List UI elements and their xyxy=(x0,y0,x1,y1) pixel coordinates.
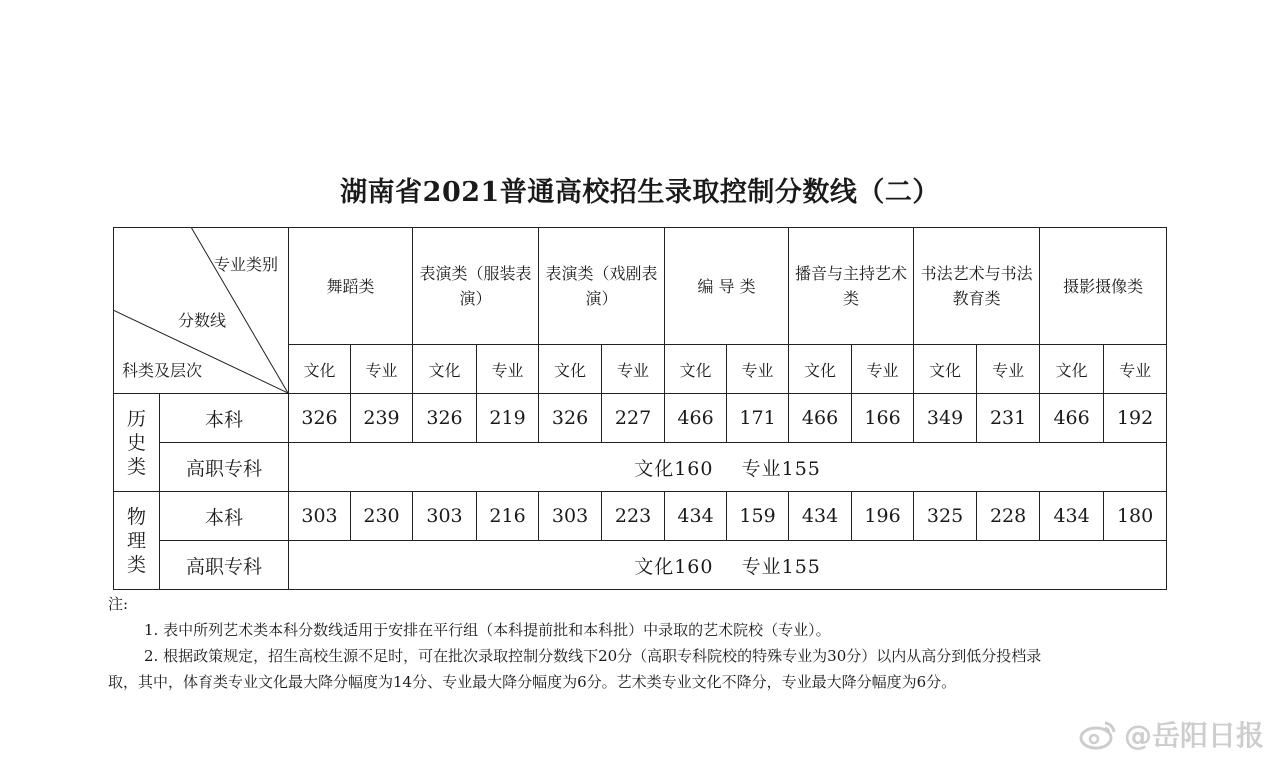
level-label-undergrad: 本科 xyxy=(160,394,289,443)
score-cell: 180 xyxy=(1104,492,1167,541)
score-cell: 325 xyxy=(914,492,977,541)
score-cell: 159 xyxy=(727,492,789,541)
category-dance: 舞蹈类 xyxy=(289,228,413,345)
page-title: 湖南省2021普通高校招生录取控制分数线（二） xyxy=(340,177,940,208)
score-cell: 303 xyxy=(539,492,602,541)
score-cell: 349 xyxy=(914,394,977,443)
score-cell: 303 xyxy=(413,492,477,541)
category-fashion-performance: 表演类（服装表演） xyxy=(413,228,539,345)
score-cell: 434 xyxy=(789,492,852,541)
subheader-culture: 文化 xyxy=(789,345,852,394)
diag-label-level: 科类及层次 xyxy=(122,361,203,380)
subheader-culture: 文化 xyxy=(413,345,477,394)
subheader-major: 专业 xyxy=(852,345,914,394)
group-label-physics xyxy=(114,492,160,590)
notes-section xyxy=(108,591,1178,695)
subheader-culture: 文化 xyxy=(539,345,602,394)
score-cell: 230 xyxy=(351,492,413,541)
score-cell: 219 xyxy=(477,394,539,443)
header-row-categories xyxy=(114,228,1167,345)
score-cell: 192 xyxy=(1104,394,1167,443)
diag-label-score-line: 分数线 xyxy=(178,311,227,330)
table-row xyxy=(114,394,1167,443)
score-cell: 326 xyxy=(539,394,602,443)
category-drama-performance: 表演类（戏剧表演） xyxy=(539,228,665,345)
subheader-major: 专业 xyxy=(477,345,539,394)
level-label-vocational: 高职专科 xyxy=(160,443,289,492)
score-cell: 171 xyxy=(727,394,789,443)
subheader-major: 专业 xyxy=(1104,345,1167,394)
watermark-text: @岳阳日报 xyxy=(1123,719,1264,752)
score-cell: 227 xyxy=(602,394,665,443)
score-cell: 434 xyxy=(1040,492,1104,541)
group-name: 物 理 类 xyxy=(126,505,146,576)
score-cell: 466 xyxy=(1040,394,1104,443)
vocational-major-score: 专业155 xyxy=(741,457,821,480)
score-cell: 466 xyxy=(789,394,852,443)
subheader-culture: 文化 xyxy=(1040,345,1104,394)
score-cell: 326 xyxy=(413,394,477,443)
watermark xyxy=(1078,714,1264,754)
category-photography: 摄影摄像类 xyxy=(1040,228,1167,345)
category-broadcasting: 播音与主持艺术类 xyxy=(789,228,914,345)
subheader-major: 专业 xyxy=(602,345,665,394)
group-label-history xyxy=(114,394,160,492)
score-cell: 231 xyxy=(977,394,1040,443)
note-item-2-line-1: 2. 根据政策规定，招生高校生源不足时，可在批次录取控制分数线下20分（高职专科院校的特殊专业为30分）以内从高分到低分投档录 xyxy=(144,647,1042,665)
vocational-culture-score: 文化160 xyxy=(634,555,714,578)
subheader-culture: 文化 xyxy=(289,345,351,394)
note-item-1: 1. 表中所列艺术类本科分数线适用于安排在平行组（本科提前批和本科批）中录取的艺术院校（专业）。 xyxy=(144,621,831,639)
level-label-vocational: 高职专科 xyxy=(160,541,289,590)
category-calligraphy: 书法艺术与书法教育类 xyxy=(914,228,1040,345)
score-cell: 166 xyxy=(852,394,914,443)
score-cell: 466 xyxy=(665,394,727,443)
subheader-major: 专业 xyxy=(351,345,413,394)
subheader-major: 专业 xyxy=(727,345,789,394)
score-table xyxy=(113,227,1167,590)
score-cell: 196 xyxy=(852,492,914,541)
note-item-2-line-2: 取，其中，体育类专业文化最大降分幅度为14分、专业最大降分幅度为6分。艺术类专业文化不降分，专业最大降分幅度为6分。 xyxy=(108,673,957,691)
category-directing: 编 导 类 xyxy=(665,228,789,345)
score-cell: 303 xyxy=(289,492,351,541)
group-name: 历 史 类 xyxy=(126,407,146,478)
weibo-logo-icon xyxy=(1078,717,1118,751)
subheader-major: 专业 xyxy=(977,345,1040,394)
vocational-major-score: 专业155 xyxy=(741,555,821,578)
score-cell: 216 xyxy=(477,492,539,541)
notes-heading: 注: xyxy=(108,595,129,613)
subheader-culture: 文化 xyxy=(665,345,727,394)
score-cell: 239 xyxy=(351,394,413,443)
vocational-score-cell xyxy=(289,541,1167,590)
score-cell: 228 xyxy=(977,492,1040,541)
vocational-score-cell xyxy=(289,443,1167,492)
score-cell: 434 xyxy=(665,492,727,541)
table-row xyxy=(114,443,1167,492)
level-label-undergrad: 本科 xyxy=(160,492,289,541)
diagonal-header-cell xyxy=(114,228,289,394)
vocational-culture-score: 文化160 xyxy=(634,457,714,480)
table-row xyxy=(114,492,1167,541)
score-cell: 326 xyxy=(289,394,351,443)
table-row xyxy=(114,541,1167,590)
diag-label-category: 专业类别 xyxy=(214,255,279,274)
subheader-culture: 文化 xyxy=(914,345,977,394)
score-cell: 223 xyxy=(602,492,665,541)
